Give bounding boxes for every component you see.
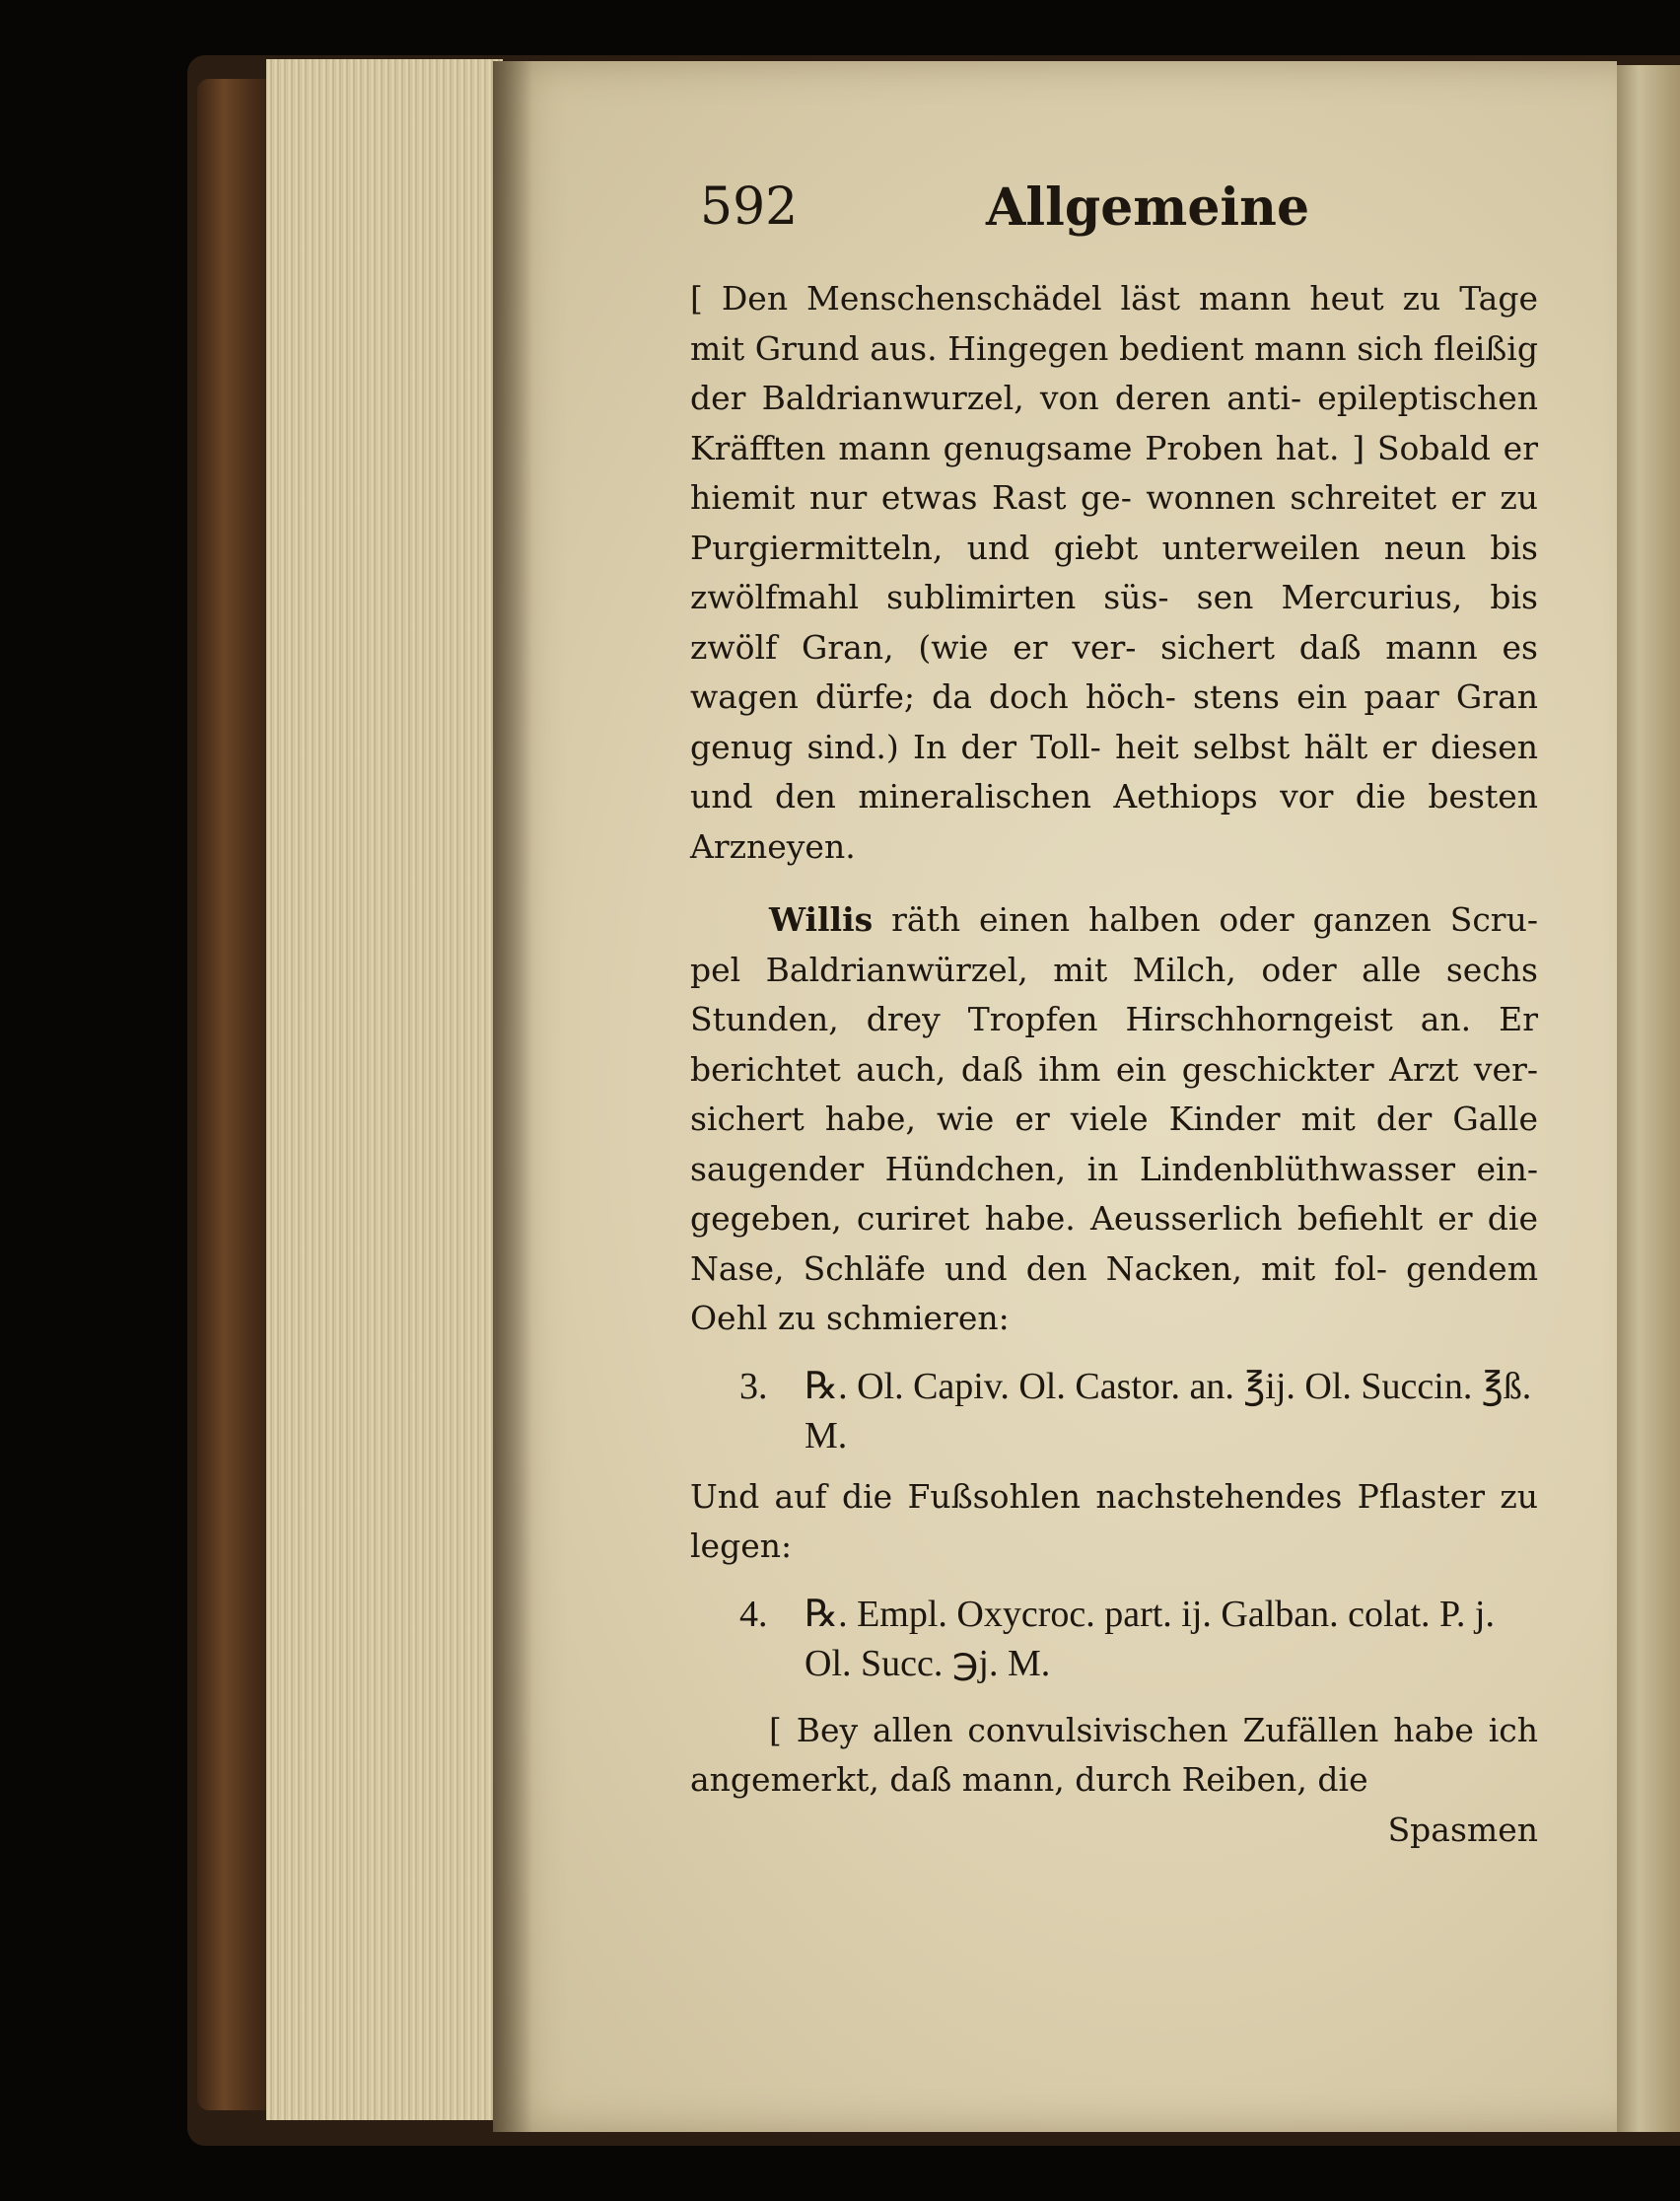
recipe-text: ℞. Empl. Oxycroc. part. ij. Galban. colat. P. j. Ol. Succ. ℈j. M.: [805, 1593, 1495, 1684]
paragraph-lead-word: Willis: [769, 900, 874, 939]
page-header: [690, 168, 1538, 247]
recipe-number: 4.: [739, 1593, 768, 1635]
recipe-item: [690, 1362, 1538, 1460]
paragraph-text: räth einen halben oder ganzen Scru- pel Baldrianwürzel, mit Milch, oder alle sechs Stunden, drey Tropfen Hirschhorngeist an. Er berichtet auch, daß ihm ein geschickter Arzt ver- sichert habe, wie er viele Kinder mit der Galle saugender Hündchen, in Lindenblüthwasser ein- gegeben, curiret habe. Aeusserlich befiehlt er die Nase, Schläfe und den Nacken, mit fol- gendem Oehl zu schmieren:: [690, 900, 1538, 1337]
recipe-text: ℞. Ol. Capiv. Ol. Castor. an. ℥ij. Ol. Succin. ℥ß. M.: [805, 1365, 1532, 1456]
recipe-item: [690, 1590, 1538, 1688]
paragraph: [ Den Menschenschädel läst mann heut zu Tage mit Grund aus. Hingegen bedient mann sich fleißig der Baldrianwurzel, von deren anti- epileptischen Kräfften mann genugsame Proben hat. ] Sobald er hiemit nur etwas Rast ge- wonnen schreitet er zu Purgiermitteln, und giebt unterweilen neun bis zwölfmahl sublimirten süs- sen Mercurius, bis zwölf Gran, (wie er ver- sichert daß mann es wagen dürfe; da doch höch- stens ein paar Gran genug sind.) In der Toll- heit selbst hält er diesen und den mineralischen Aethiops vor die besten Arzneyen.: [690, 279, 1538, 866]
page-content: [690, 168, 1538, 1855]
paragraph-willis: [690, 895, 1538, 1344]
paragraph: Und auf die Fußsohlen nachstehendes Pflaster zu legen:: [690, 1476, 1538, 1565]
recipe-number: 3.: [739, 1365, 768, 1407]
catchword: Spasmen: [1387, 1810, 1538, 1849]
paragraph: [ Bey allen convulsivischen Zufällen habe ich angemerkt, daß mann, durch Reiben, die: [690, 1710, 1538, 1799]
running-title: Allgemeine: [986, 178, 1310, 238]
page-number: 592: [700, 178, 799, 237]
page-gutter-shadow: [493, 61, 532, 2132]
page-edges-right: [1617, 65, 1680, 2132]
page-edges-left: [266, 59, 503, 2120]
